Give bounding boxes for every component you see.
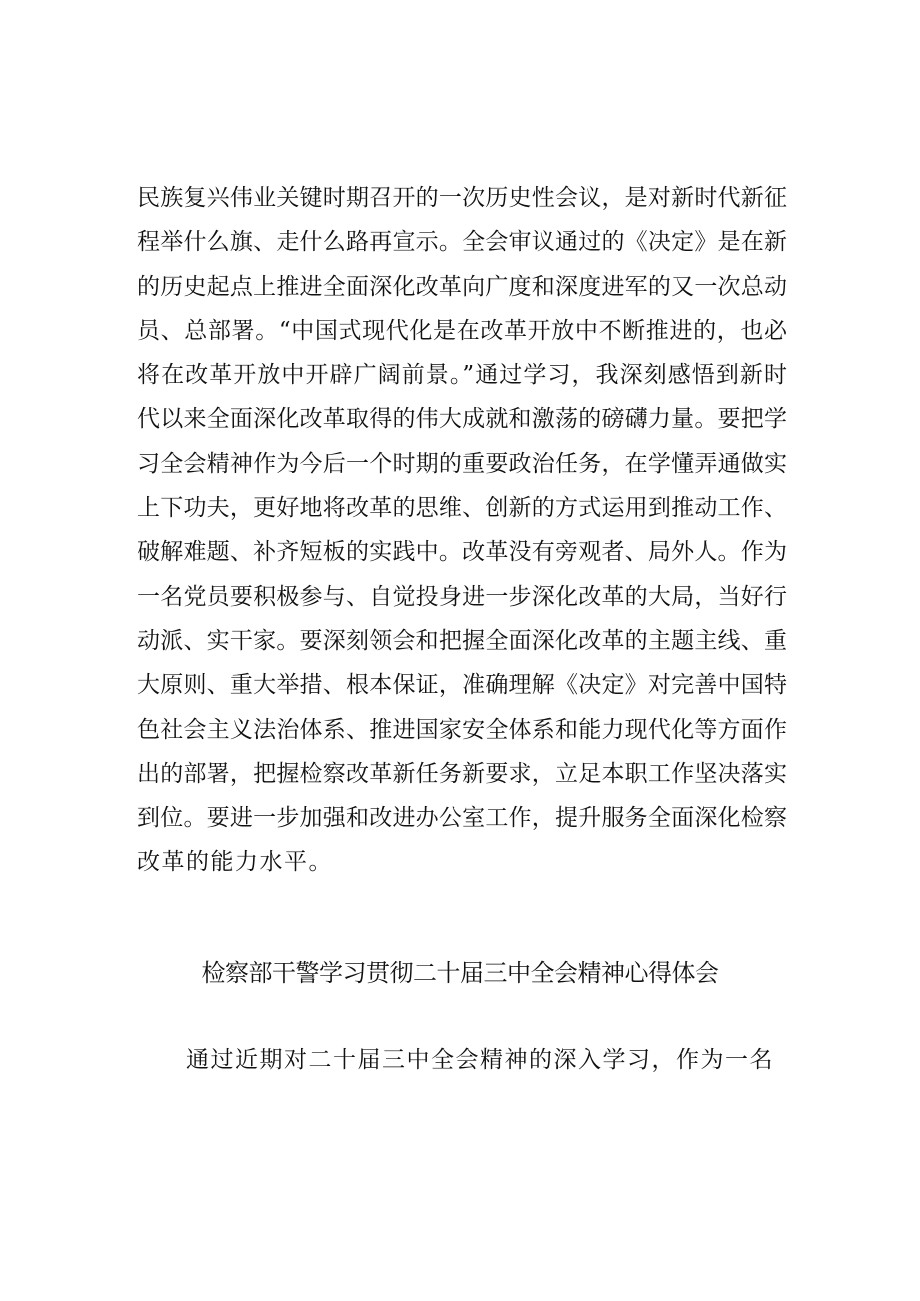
paragraph-line-2: 程举什么旗、走什么路再宣示。全会审议通过的《决定》是在新: [137, 229, 787, 256]
paragraph-line-13: 色社会主义法治体系、推进国家安全体系和能力现代化等方面作: [137, 716, 787, 743]
paragraph-line-16: 改革的能力水平。: [137, 849, 333, 876]
paragraph-line-11: 动派、实干家。要深刻领会和把握全面深化改革的主题主线、重: [137, 627, 787, 654]
paragraph-line-10: 一名党员要积极参与、自觉投身进一步深化改革的大局，当好行: [137, 583, 787, 610]
first-paragraph: [137, 176, 787, 885]
paragraph-line-7: 习全会精神作为今后一个时期的重要政治任务，在学懂弄通做实: [137, 450, 787, 477]
paragraph-line-5: 将在改革开放中开辟广阔前景。”通过学习，我深刻感悟到新时: [137, 362, 787, 389]
paragraph-line-15: 到位。要进一步加强和改进办公室工作，提升服务全面深化检察: [137, 805, 787, 832]
paragraph-line-9: 破解难题、补齐短板的实践中。改革没有旁观者、局外人。作为: [137, 539, 787, 566]
paragraph-line-8: 上下功夫，更好地将改革的思维、创新的方式运用到推动工作、: [137, 495, 787, 522]
paragraph-line-3: 的历史起点上推进全面深化改革向广度和深度进军的又一次总动: [137, 273, 787, 300]
paragraph-line-1: 民族复兴伟业关键时期召开的一次历史性会议，是对新时代新征: [137, 185, 787, 211]
second-paragraph-start: 通过近期对二十届三中全会精神的深入学习，作为一名: [186, 1047, 774, 1073]
paragraph-line-12: 大原则、重大举措、根本保证，准确理解《决定》对完善中国特: [137, 672, 787, 699]
paragraph-line-6: 代以来全面深化改革取得的伟大成就和激荡的磅礴力量。要把学: [137, 406, 787, 433]
section-title: 检察部干警学习贯彻二十届三中全会精神心得体会: [201, 959, 719, 987]
paragraph-line-4: 员、总部署。“中国式现代化是在改革开放中不断推进的，也必: [137, 317, 787, 344]
paragraph-line-14: 出的部署，把握检察改革新任务新要求，立足本职工作坚决落实: [137, 760, 787, 787]
